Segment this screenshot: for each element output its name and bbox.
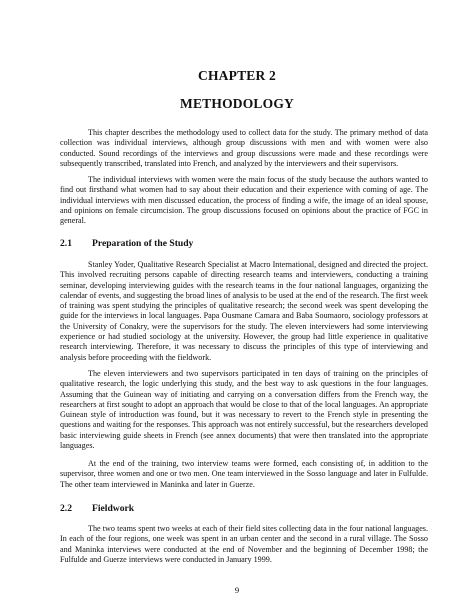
section-number: 2.2 bbox=[60, 503, 72, 514]
intro-paragraph-1: This chapter describes the methodology used to collect data for the study. The primary method of data collection was individual interviews, although group discussions with men and with women were also conducted. Sound recordings of the interviews and group discussions were made and these recordings were subsequently transcribed, translated into French, and analyzed by the interviewers and their supervisors. bbox=[60, 128, 428, 168]
preparation-paragraph-3: At the end of the training, two interview teams were formed, each consisting of, in addition to the supervisor, three women and one or two men. One team interviewed in the Sosso language and later in Fulfulde. The other team interviewed in Maninka and later in Guerze. bbox=[60, 459, 428, 489]
section-heading-fieldwork bbox=[60, 503, 134, 514]
section-number: 2.1 bbox=[60, 238, 72, 249]
chapter-title: METHODOLOGY bbox=[180, 96, 294, 111]
chapter-label: CHAPTER 2 bbox=[198, 68, 276, 83]
section-title: Fieldwork bbox=[92, 503, 135, 514]
preparation-paragraph-1: Stanley Yoder, Qualitative Research Specialist at Macro International, designed and directed the project. This involved recruiting persons capable of directing research teams and interviewers, conducting a training seminar, developing interviewing guides with the research teams in the four national languages, organizing the calendar of events, and suggesting the broad lines of analysis to be used at the end of the research. The first week of training was spent studying the principles of qualitative research; the second week was spent developing the guide for the interviews in local languages. Papa Ousmane Camara and Baba Soumaoro, sociology professors at the University of Conakry, were the supervisors for the study. The eleven interviewers had some interviewing experience or had studied sociology at the university. However, the group had little experience in qualitative research interviewing. Therefore, it was necessary to discuss the principles of this type of interviewing and analysis before proceeding with the fieldwork. bbox=[60, 260, 428, 362]
intro-paragraph-2: The individual interviews with women were the main focus of the study because the authors wanted to find out firsthand what women had to say about their education and their experience with coming of age. The individual interviews with men discussed education, the process of finding a wife, the image of an ideal spouse, and opinions on female circumcision. The group discussions focused on opinions about the practice of FGC in general. bbox=[60, 175, 428, 226]
section-title: Preparation of the Study bbox=[92, 238, 194, 249]
page-number: 9 bbox=[234, 585, 240, 595]
fieldwork-paragraph-1: The two teams spent two weeks at each of their field sites collecting data in the four national languages. In each of the four regions, one week was spent in an urban center and the second in a rural village. The Sosso and Maninka interviews were conducted at the end of November and the beginning of December 1998; the Fulfulde and Guerze interviews were conducted in January 1999. bbox=[60, 524, 428, 564]
preparation-paragraph-2: The eleven interviewers and two supervisors participated in ten days of training on the principles of qualitative research, the logic underlying this study, and the best way to ask questions in the four languages. Assuming that the Guinean way of initiating and carrying on a conversation differs from the French way, the researchers at first sought to adopt an approach that would be close to that of the local languages. An appropriate Guinean style of introduction was found, but it was necessary to revert to the French style in presenting the questions and waiting for the responses. This approach was not entirely successful, but the researchers developed basic interviewing guide sheets in French (see annex documents) that were then translated into the appropriate languages. bbox=[60, 369, 428, 451]
section-heading-preparation bbox=[60, 238, 193, 249]
